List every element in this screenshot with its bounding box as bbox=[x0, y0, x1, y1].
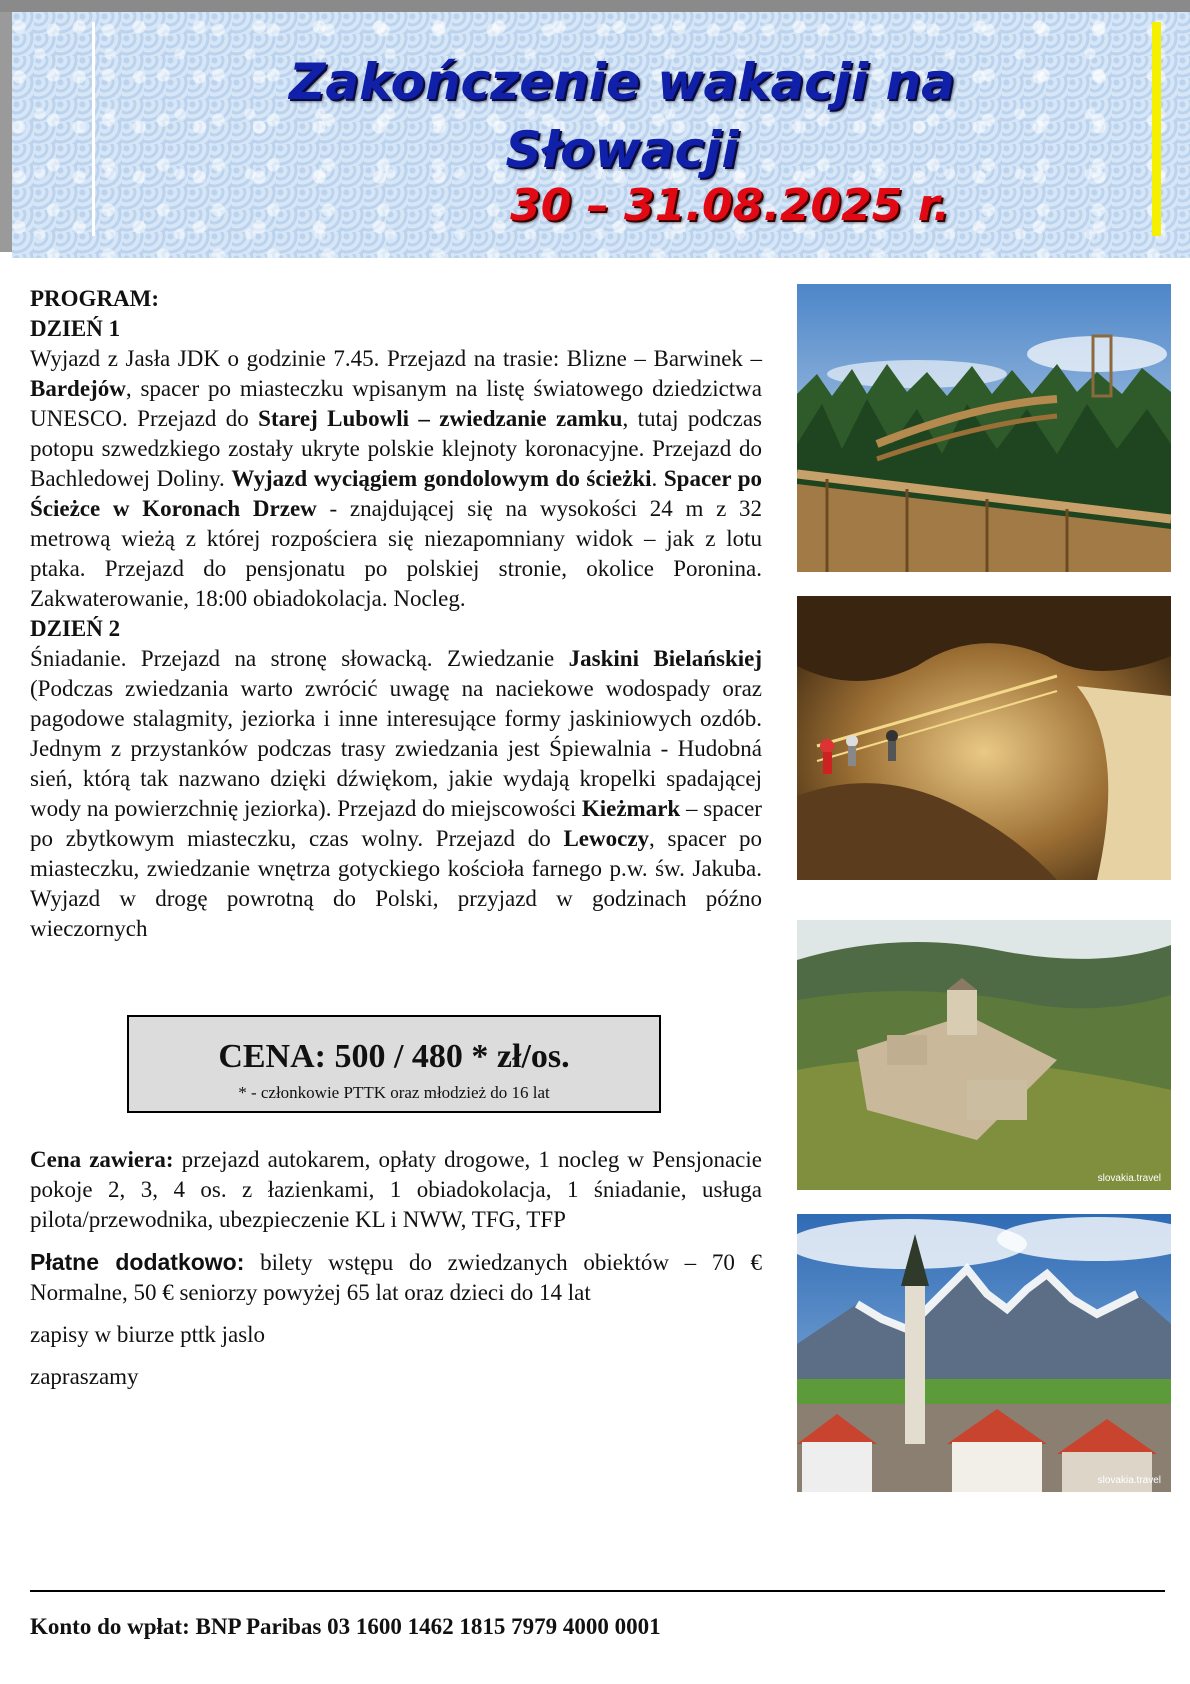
includes-label: Cena zawiera: bbox=[30, 1147, 174, 1172]
day1-text-5: - znajdującej się na wysokości 24 m z 32 metrową wieżą z której rozpościera się niezapomniany widok – jak z lotu ptaka. Przejazd do pensjonatu po polskiej stronie, okolice Poronina. Zakwaterowanie, 18:00 obiadokolacja. Nocleg. bbox=[30, 496, 762, 611]
day1-text-2: , spacer po miasteczku wpisanym na listę światowego dziedzictwa UNESCO. Przejazd do bbox=[30, 376, 762, 431]
treetop-walk-photo bbox=[797, 284, 1171, 572]
town-mountains-photo bbox=[797, 1214, 1171, 1492]
day2-bold-1: Jaskini Bielańskiej bbox=[568, 646, 763, 671]
price-note: * - członkowie PTTK oraz młodzież do 16 lat bbox=[238, 1083, 550, 1102]
day2-text-1: Śniadanie. Przejazd na stronę słowacką. Zwiedzanie bbox=[30, 646, 569, 671]
day1-text bbox=[30, 344, 762, 614]
photo4-watermark: slovakia.travel bbox=[1097, 1475, 1161, 1486]
program-section bbox=[30, 284, 762, 944]
day1-text-3: , tutaj podczas potopu szwedzkiego zostały ukryte polskie klejnoty koronacyjne. Przejazd do Bachledowej Doliny. bbox=[30, 406, 762, 491]
day1-bold-1: Bardejów bbox=[30, 376, 126, 401]
signup-text: zapisy w biurze pttk jaslo bbox=[30, 1322, 266, 1347]
top-border bbox=[0, 0, 1190, 12]
details-section bbox=[30, 1145, 762, 1392]
price-label: CENA: 500 / 480 * zł/os. bbox=[218, 1038, 570, 1075]
day2-text-2: (Podczas zwiedzania warto zwrócić uwagę na naciekowe wodospady oraz pagodowe stalagmity, jeziorka i inne interesujące formy jaskiniowych ozdób. Jednym z przystanków podczas trasy zwiedzania jest Śpiewalnia - Hudobná sień, którą tak nazwano dzięki dźwiękom, jakie wydają kropelki spadającej wody na powierzchnię jeziorka). Przejazd do miejscowości bbox=[30, 676, 762, 821]
cave-photo bbox=[797, 596, 1171, 880]
page-title bbox=[92, 48, 1152, 184]
photo3-watermark: slovakia.travel bbox=[1097, 1173, 1161, 1184]
day1-bold-4: Spacer po Ścieżce w Koronach Drzew bbox=[30, 466, 763, 521]
extra-text: bilety wstępu do zwiedzanych obiektów – 70 € Normalne, 50 € seniorzy powyżej 65 lat oraz dzieci do 14 lat bbox=[30, 1250, 763, 1305]
includes-paragraph bbox=[30, 1145, 762, 1235]
day1-bold-3: Wyjazd wyciągiem gondolowym do ścieżki bbox=[231, 466, 652, 491]
left-border bbox=[0, 12, 12, 252]
bank-account: Konto do wpłat: BNP Paribas 03 1600 1462 1815 7979 4000 0001 bbox=[30, 1614, 661, 1639]
day1-heading: DZIEŃ 1 bbox=[30, 316, 121, 341]
title-line-1: Zakończenie wakacji na bbox=[289, 53, 955, 111]
title-line-2: Słowacji bbox=[505, 121, 739, 179]
invite-text: zapraszamy bbox=[30, 1364, 139, 1389]
extra-paragraph bbox=[30, 1247, 762, 1308]
day2-heading: DZIEŃ 2 bbox=[30, 616, 121, 641]
program-heading: PROGRAM: bbox=[30, 286, 160, 311]
day2-text bbox=[30, 644, 762, 944]
day2-text-4: , spacer po miasteczku, zwiedzanie wnętrza gotyckiego kościoła farnego p.w. św. Jakuba. Wyjazd w drogę powrotną do Polski, przyjazd w godzinach późno wieczornych bbox=[30, 826, 762, 941]
day1-text-1: Wyjazd z Jasła JDK o godzinie 7.45. Przejazd na trasie: Blizne – Barwinek – bbox=[30, 346, 762, 371]
includes-text: przejazd autokarem, opłaty drogowe, 1 nocleg w Pensjonacie pokoje 2, 3, 4 os. z łazienkami, 1 obiadokolacja, 1 śniadanie, usługa pilota/przewodnika, ubezpieczenie KL i NWW, TFG, TFP bbox=[30, 1147, 762, 1232]
extra-label: Płatne dodatkowo: bbox=[30, 1249, 245, 1275]
castle-photo bbox=[797, 920, 1171, 1190]
price-box bbox=[127, 1015, 661, 1113]
trip-dates: 30 – 31.08.2025 r. bbox=[510, 180, 950, 231]
day2-bold-3: Lewoczy bbox=[563, 826, 650, 851]
day2-bold-2: Kieżmark bbox=[581, 796, 681, 821]
day1-bold-2: Starej Lubowli – zwiedzanie zamku bbox=[258, 406, 623, 431]
day1-text-4: . bbox=[651, 466, 664, 491]
footer-rule bbox=[30, 1590, 1165, 1592]
day2-text-3: – spacer po zbytkowym miasteczku, czas wolny. Przejazd do bbox=[30, 796, 762, 851]
